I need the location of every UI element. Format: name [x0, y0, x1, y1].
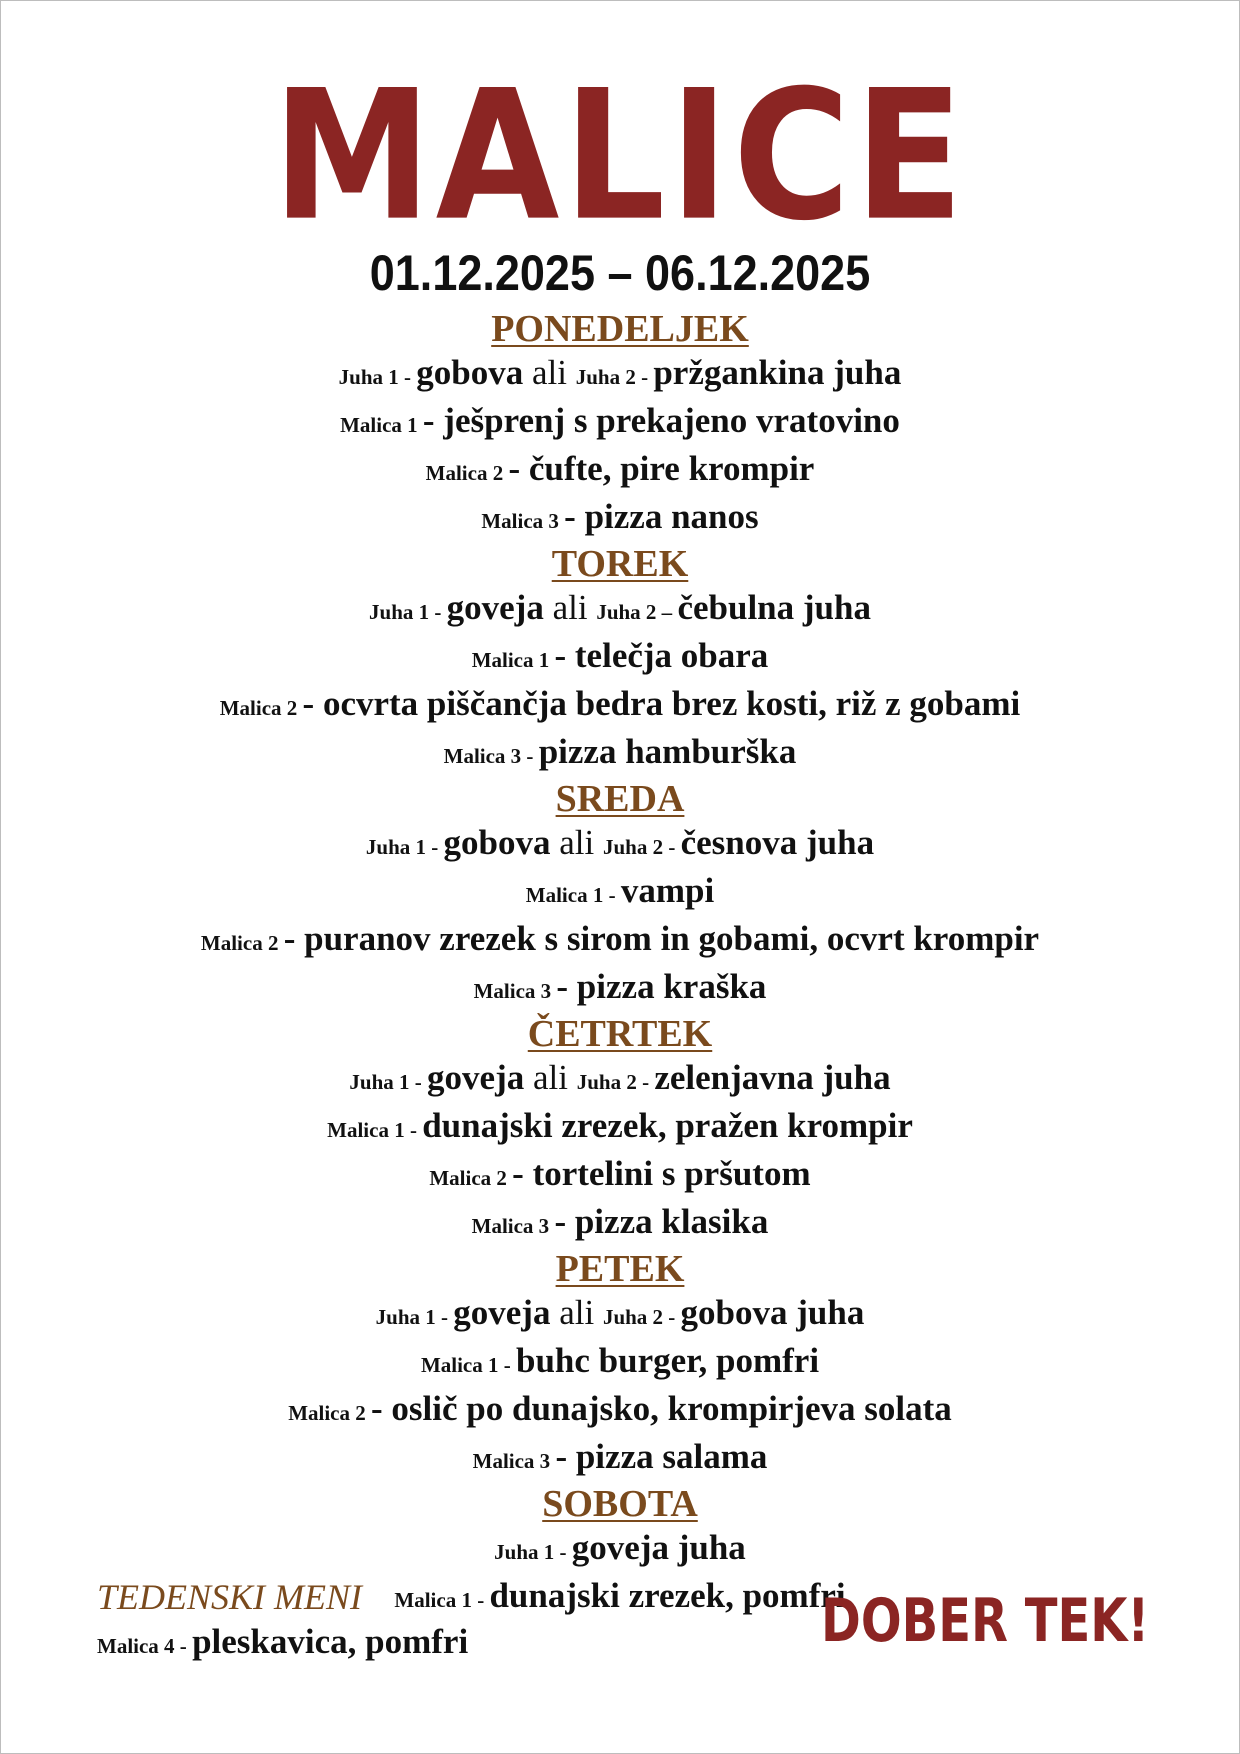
- meal-line: [1, 634, 1239, 682]
- soup-line: [1, 351, 1239, 399]
- meal-line: [1, 399, 1239, 447]
- meal-dish: goveja juha: [571, 1528, 746, 1567]
- meal-dish: pizza hamburška: [538, 732, 797, 771]
- meal-dish: - pizza klasika: [554, 1202, 769, 1241]
- meal-label: Malica 1: [471, 648, 555, 672]
- meal-label: Malica 1 -: [525, 883, 621, 907]
- soup-dish: goveja: [427, 1058, 533, 1097]
- meal-line: [1, 1435, 1239, 1483]
- soup-dish: gobova juha: [680, 1293, 865, 1332]
- soup-label: Juha 1 -: [375, 1305, 454, 1329]
- meal-label: Malica 3: [481, 509, 565, 533]
- soup-dish: zelenjavna juha: [654, 1058, 891, 1097]
- soup-label: Juha 2 -: [602, 835, 681, 859]
- day-heading: TOREK: [551, 543, 689, 585]
- meal-dish: - pizza salama: [555, 1437, 768, 1476]
- meal-label: Malica 2: [429, 1166, 513, 1190]
- meal-dish: dunajski zrezek, pomfri: [489, 1576, 846, 1615]
- date-range: 01.12.2025 – 06.12.2025: [369, 245, 871, 301]
- meal-dish: - telečja obara: [554, 636, 769, 675]
- meal-dish: - pizza kraška: [556, 967, 767, 1006]
- meal-label: Juha 1 -: [494, 1540, 572, 1564]
- soup-connector: ali: [552, 588, 597, 627]
- meal-label: Malica 1 -: [420, 1353, 516, 1377]
- meal-dish: pleskavica, pomfri: [192, 1622, 469, 1661]
- meal-label: Malica 1 -: [327, 1118, 423, 1142]
- soup-label: Juha 1 -: [365, 835, 444, 859]
- meal-line: [1, 965, 1239, 1013]
- meal-dish: - puranov zrezek s sirom in gobami, ocvrt krompir: [283, 919, 1040, 958]
- closing-message: DOBER TEK!: [821, 1586, 1150, 1656]
- soup-dish: čebulna juha: [677, 588, 871, 627]
- soup-label: Juha 2 -: [576, 1070, 655, 1094]
- meal-dish: buhc burger, pomfri: [516, 1341, 820, 1380]
- meal-dish: - tortelini s pršutom: [512, 1154, 811, 1193]
- soup-label: Juha 1 -: [349, 1070, 428, 1094]
- soup-line: [1, 821, 1239, 869]
- page-title: MALICE: [272, 50, 968, 261]
- meal-line: [1, 1104, 1239, 1152]
- meal-line: [1, 917, 1239, 965]
- meal-label: Malica 3: [473, 979, 557, 1003]
- soup-line: [1, 1291, 1239, 1339]
- meal-label: Malica 2: [200, 931, 284, 955]
- meal-dish: dunajski zrezek, pražen krompir: [422, 1106, 913, 1145]
- meal-label: Malica 2: [425, 461, 509, 485]
- meal-label: Malica 1 -: [394, 1588, 490, 1612]
- meal-label: Malica 1: [340, 413, 423, 437]
- soup-dish: goveja: [446, 588, 553, 627]
- meal-label: Malica 3: [471, 1214, 555, 1238]
- meal-line: [1, 1526, 1239, 1574]
- weekly-menu-item: [97, 1620, 468, 1668]
- meal-dish: - pizza nanos: [564, 497, 759, 536]
- meal-dish: - ocvrta piščančja bedra brez kosti, riž z gobami: [302, 684, 1021, 723]
- soup-label: Juha 2 -: [602, 1305, 681, 1329]
- meal-line: [1, 1200, 1239, 1248]
- meal-line: [1, 447, 1239, 495]
- meal-dish: - čufte, pire krompir: [508, 449, 815, 488]
- meal-label: Malica 4 -: [97, 1634, 193, 1658]
- day-heading: ČETRTEK: [527, 1013, 713, 1055]
- meal-label: Malica 3: [472, 1449, 556, 1473]
- meal-line: [1, 495, 1239, 543]
- meal-dish: vampi: [620, 871, 715, 910]
- meal-dish: - oslič po dunajsko, krompirjeva solata: [371, 1389, 952, 1428]
- meal-dish: - ješprenj s prekajeno vratovino: [422, 401, 900, 440]
- day-heading: SOBOTA: [542, 1483, 698, 1525]
- meal-line: [1, 1387, 1239, 1435]
- meal-line: [1, 1339, 1239, 1387]
- soup-label: Juha 2 -: [575, 365, 654, 389]
- weekly-menu-section: [97, 1574, 468, 1668]
- meal-line: [1, 869, 1239, 917]
- meal-label: Malica 2: [288, 1401, 371, 1425]
- weekly-menu: [1, 308, 1239, 1622]
- soup-line: [1, 586, 1239, 634]
- soup-connector: ali: [531, 353, 576, 392]
- meal-line: [1, 1152, 1239, 1200]
- day-heading: PONEDELJEK: [491, 308, 749, 350]
- soup-dish: gobova: [443, 823, 560, 862]
- soup-connector: ali: [559, 1293, 603, 1332]
- soup-label: Juha 2 –: [596, 600, 678, 624]
- soup-dish: goveja: [453, 1293, 560, 1332]
- meal-label: Malica 3 -: [443, 744, 539, 768]
- meal-line: [1, 730, 1239, 778]
- day-heading: PETEK: [555, 1248, 685, 1290]
- soup-connector: ali: [559, 823, 603, 862]
- soup-dish: gobova: [416, 353, 532, 392]
- soup-label: Juha 1 -: [369, 600, 447, 624]
- soup-label: Juha 1 -: [338, 365, 417, 389]
- meal-label: Malica 2: [219, 696, 303, 720]
- weekly-menu-heading: TEDENSKI MENI: [97, 1577, 362, 1617]
- meal-line: [1, 682, 1239, 730]
- soup-line: [1, 1056, 1239, 1104]
- soup-dish: pržgankina juha: [653, 353, 902, 392]
- soup-dish: česnova juha: [680, 823, 875, 862]
- day-heading: SREDA: [555, 778, 685, 820]
- soup-connector: ali: [532, 1058, 577, 1097]
